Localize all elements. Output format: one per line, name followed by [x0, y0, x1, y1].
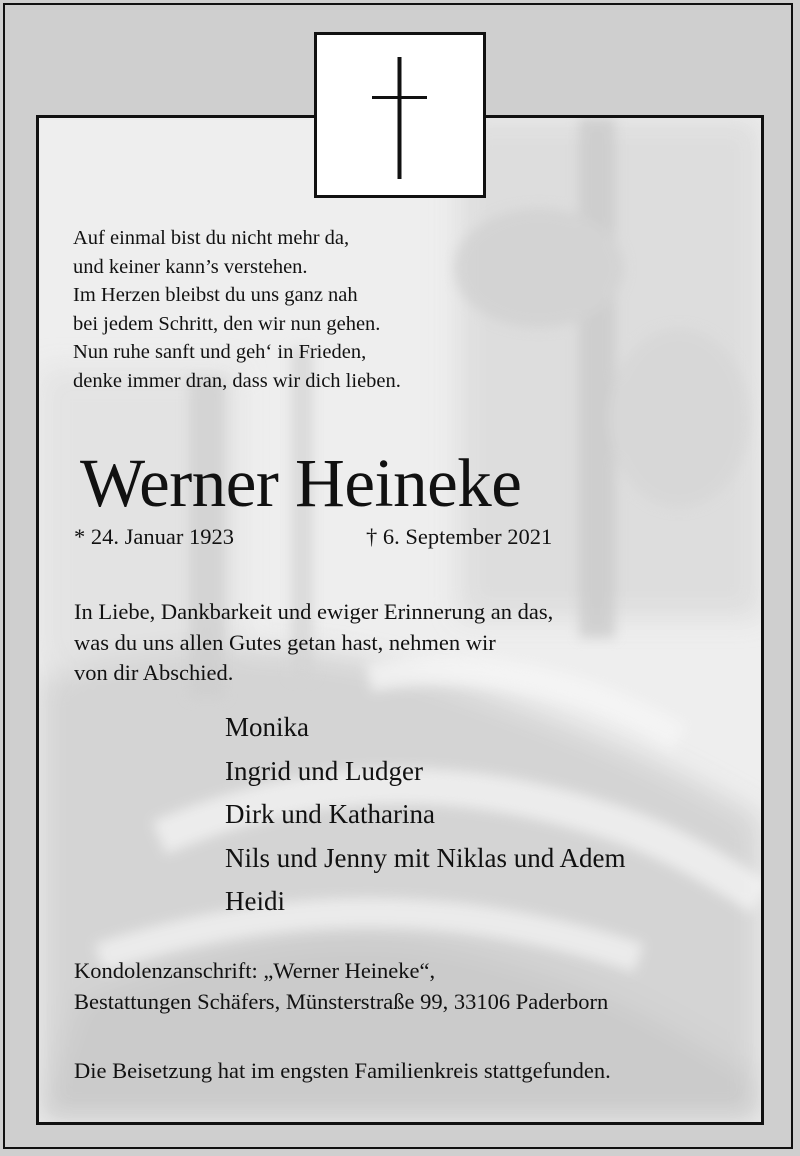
deceased-name: Werner Heineke: [80, 445, 522, 521]
condolence-address: [74, 955, 608, 1017]
poem-line: bei jedem Schritt, den wir nun gehen.: [73, 312, 381, 335]
poem-line: und keiner kann’s verstehen.: [73, 255, 308, 278]
family-member: Nils und Jenny mit Niklas und Adem: [225, 842, 626, 873]
family-list: [225, 706, 626, 924]
poem-line: Auf einmal bist du nicht mehr da,: [73, 227, 350, 249]
poem-line: Nun ruhe sanft und geh‘ in Frieden,: [73, 341, 367, 363]
family-member: Ingrid und Ludger: [225, 755, 423, 786]
birth-date: * 24. Januar 1923: [74, 524, 234, 549]
death-date: † 6. September 2021: [366, 524, 553, 549]
family-member: Monika: [225, 712, 309, 742]
condolence-line: Kondolenzanschrift: „Werner Heineke“,: [74, 958, 436, 983]
poem-line: Im Herzen bleibst du uns ganz nah: [73, 284, 358, 306]
latin-cross-icon: [317, 35, 483, 195]
poem: [73, 224, 401, 395]
burial-note: Die Beisetzung hat im engsten Familienkreis stattgefunden.: [74, 1058, 611, 1083]
family-member: Heidi: [225, 886, 285, 916]
family-member: Dirk und Katharina: [225, 799, 435, 829]
poem-line: denke immer dran, dass wir dich lieben.: [73, 369, 401, 392]
farewell-line: was du uns allen Gutes getan hast, nehmen wir: [74, 629, 496, 655]
farewell-line: von dir Abschied.: [74, 660, 234, 685]
condolence-line: Bestattungen Schäfers, Münsterstraße 99, 33106 Paderborn: [74, 989, 609, 1014]
cross-box: [314, 32, 486, 198]
farewell-line: In Liebe, Dankbarkeit und ewiger Erinnerung an das,: [74, 599, 554, 624]
farewell-text: [74, 597, 553, 689]
